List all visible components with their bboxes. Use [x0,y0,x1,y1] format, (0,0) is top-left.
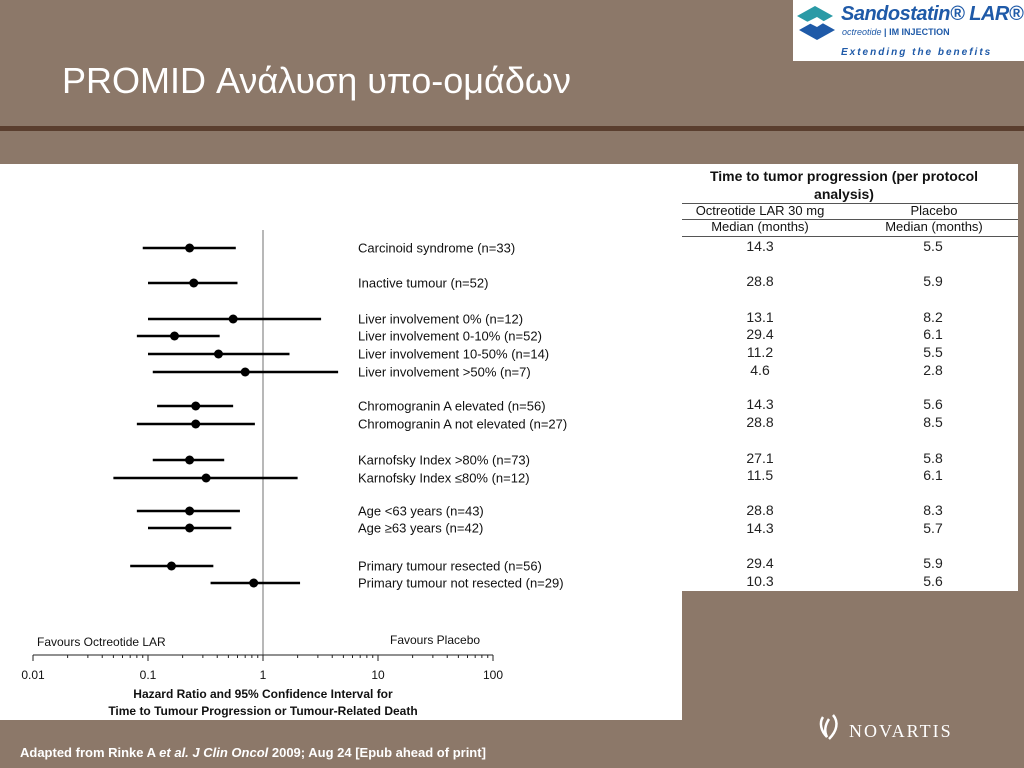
table-cell-octreotide: 29.4 [746,555,774,571]
table-col1-unit: Median (months) [711,219,809,234]
favours-octreotide-label: Favours Octreotide LAR [37,635,166,649]
table-cell-placebo: 5.5 [923,238,943,254]
hazard-ratio-point [191,402,200,411]
hazard-ratio-point [167,562,176,571]
forest-plot [0,164,682,720]
hazard-ratio-point [241,368,250,377]
title-divider [0,126,1024,131]
subgroup-label: Chromogranin A elevated (n=56) [358,398,546,414]
subgroup-label: Carcinoid syndrome (n=33) [358,240,516,256]
sandostatin-s-mark-icon [793,2,839,48]
subgroup-label: Liver involvement >50% (n=7) [358,364,531,380]
hazard-ratio-point [189,279,198,288]
table-cell-octreotide: 14.3 [746,520,774,536]
logo-brand-name: Sandostatin® LAR® [841,3,1024,25]
hazard-ratio-point [185,244,194,253]
table-cell-placebo: 8.3 [923,502,943,518]
hazard-ratio-point [185,507,194,516]
table-cell-octreotide: 4.6 [750,362,770,378]
table-cell-octreotide: 14.3 [746,238,774,254]
table-cell-octreotide: 28.8 [746,273,774,289]
table-cell-octreotide: 29.4 [746,326,774,342]
table-cell-octreotide: 27.1 [746,450,774,466]
subgroup-label: Primary tumour resected (n=56) [358,558,542,574]
hazard-ratio-point [202,474,211,483]
table-cell-placebo: 5.5 [923,344,943,360]
table-col2-header: Placebo [910,203,958,218]
hazard-ratio-point [191,420,200,429]
table-cell-placebo: 5.8 [923,450,943,466]
hazard-ratio-point [214,350,223,359]
slide-title: PROMID Ανάλυση υπο-ομάδων [62,60,571,101]
table-cell-placebo: 2.8 [923,362,943,378]
hazard-ratio-point [249,579,258,588]
x-tick-label: 1 [259,668,267,682]
subgroup-label: Karnofsky Index >80% (n=73) [358,452,530,468]
hazard-ratio-point [229,315,238,324]
table-cell-placebo: 5.9 [923,273,943,289]
table-cell-placebo: 5.9 [923,555,943,571]
subgroup-label: Liver involvement 10-50% (n=14) [358,346,550,362]
subgroup-label: Age ≥63 years (n=42) [358,520,484,536]
table-col2-unit: Median (months) [885,219,983,234]
table-cell-placebo: 6.1 [923,326,943,342]
subgroup-label: Liver involvement 0% (n=12) [358,311,524,327]
subgroup-label: Primary tumour not resected (n=29) [358,575,564,591]
subgroup-label: Age <63 years (n=43) [358,503,484,519]
x-tick-label: 10 [371,668,385,682]
x-tick-label: 0.1 [139,668,157,682]
table-cell-placebo: 6.1 [923,467,943,483]
citation-footer: Adapted from Rinke A et al. J Clin Oncol 2009; Aug 24 [Epub ahead of print] [20,745,486,760]
table-cell-placebo: 8.2 [923,309,943,325]
table-cell-octreotide: 28.8 [746,502,774,518]
hazard-ratio-point [185,524,194,533]
table-cell-placebo: 5.7 [923,520,943,536]
subgroup-label: Liver involvement 0-10% (n=52) [358,328,542,344]
subgroup-label: Chromogranin A not elevated (n=27) [358,416,568,432]
subgroup-label: Inactive tumour (n=52) [358,275,489,291]
table-cell-placebo: 8.5 [923,414,943,430]
logo-tagline: Extending the benefits [841,47,993,58]
subgroup-label: Karnofsky Index ≤80% (n=12) [358,470,530,486]
novartis-flame-icon [815,713,843,743]
table-cell-octreotide: 13.1 [746,309,774,325]
hazard-ratio-point [170,332,179,341]
table-cell-octreotide: 10.3 [746,573,774,589]
logo-subtitle: octreotide | IM INJECTION [842,27,950,37]
favours-placebo-label: Favours Placebo [390,633,481,647]
table-body-line [682,236,1018,237]
table-cell-placebo: 5.6 [923,573,943,589]
sandostatin-logo [793,0,1024,61]
x-tick-label: 0.01 [21,668,45,682]
x-axis-label-line1: Hazard Ratio and 95% Confidence Interval for [133,687,393,701]
table-col1-header: Octreotide LAR 30 mg [695,203,825,218]
table-cell-octreotide: 11.2 [746,344,774,360]
x-axis-label-line2: Time to Tumour Progression or Tumour-Related Death [108,704,418,718]
table-cell-octreotide: 14.3 [746,396,774,412]
hazard-ratio-point [185,456,194,465]
table-cell-octreotide: 11.5 [746,467,774,483]
table-cell-placebo: 5.6 [923,396,943,412]
table-cell-octreotide: 28.8 [746,414,774,430]
table-title: Time to tumor progression (per protocol analysis) [709,168,979,202]
novartis-wordmark: NOVARTIS [849,721,953,741]
x-tick-label: 100 [482,668,504,682]
